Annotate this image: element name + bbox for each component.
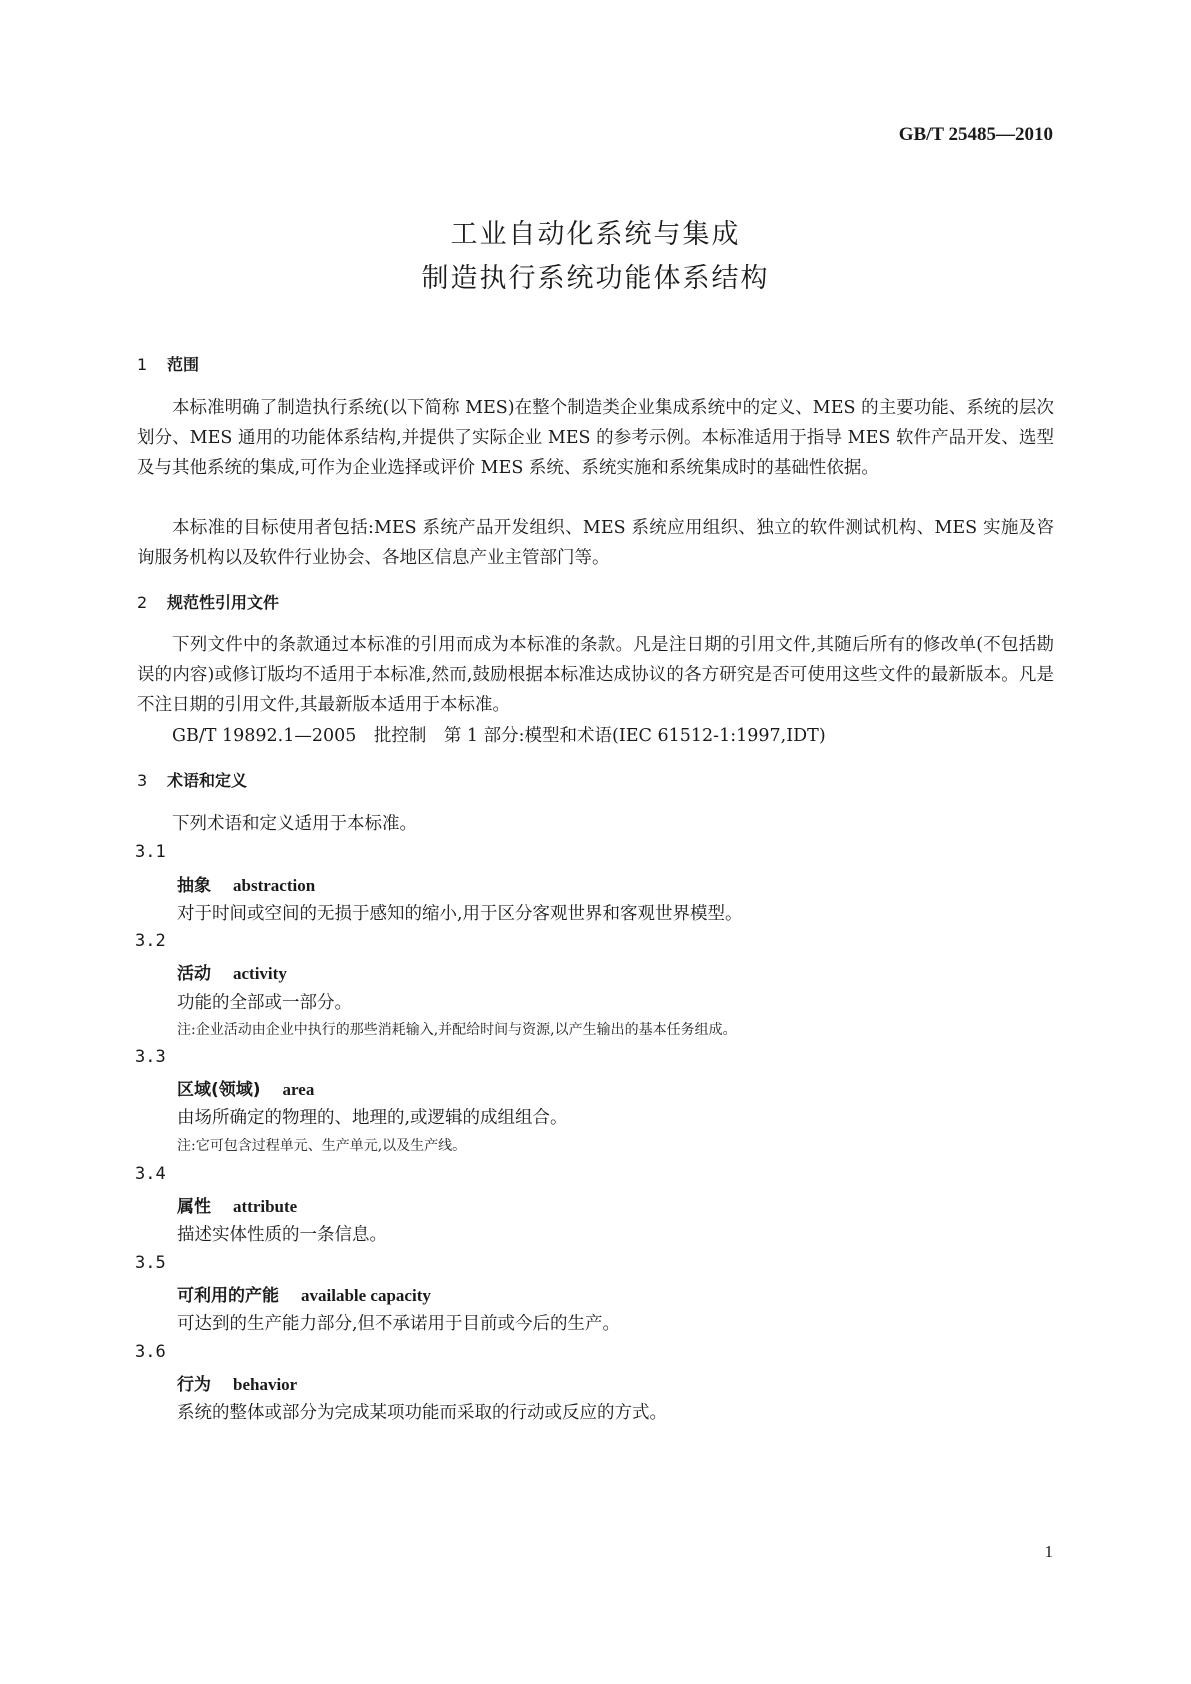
section-1-heading (137, 352, 199, 375)
section-title: 范围 (167, 355, 200, 374)
term-heading (177, 1370, 297, 1395)
term-heading (177, 1281, 431, 1306)
term-chinese: 区域(领域) (177, 1080, 261, 1100)
term-heading (177, 1192, 297, 1217)
term-definition: 描述实体性质的一条信息。 (177, 1225, 387, 1245)
term-english: activity (233, 964, 287, 983)
term-definition: 功能的全部或一部分。 (177, 993, 352, 1013)
clause-number: 3.5 (135, 1253, 166, 1273)
term-english: behavior (233, 1375, 298, 1394)
term-chinese: 属性 (177, 1197, 211, 1217)
term-heading (177, 1075, 314, 1100)
term-definition: 系统的整体或部分为完成某项功能而采取的行动或反应的方式。 (177, 1403, 667, 1423)
section-title: 规范性引用文件 (167, 593, 280, 612)
term-note: 注:它可包含过程单元、生产单元,以及生产线。 (177, 1138, 467, 1154)
terms-intro: 下列术语和定义适用于本标准。 (172, 814, 417, 834)
document-title-line1: 工业自动化系统与集成 (450, 219, 741, 250)
section-number: 2 (137, 593, 148, 612)
standard-code: GB/T 25485—2010 (898, 124, 1053, 145)
term-definition: 可达到的生产能力部分,但不承诺用于目前或今后的生产。 (177, 1314, 621, 1334)
scope-paragraph-2: 本标准的目标使用者包括:MES 系统产品开发组织、MES 系统应用组织、独立的软件测试机构、MES 实施及咨询服务机构以及软件行业协会、各地区信息产业主管部门等。 (137, 518, 1054, 568)
term-definition: 对于时间或空间的无损于感知的缩小,用于区分客观世界和客观世界模型。 (177, 904, 743, 924)
term-english: abstraction (233, 876, 316, 895)
term-english: attribute (233, 1197, 298, 1216)
term-chinese: 活动 (177, 964, 211, 984)
clause-number: 3.4 (135, 1164, 166, 1184)
section-3-heading (137, 768, 247, 791)
page-number: 1 (1044, 1542, 1053, 1561)
term-chinese: 抽象 (177, 876, 211, 896)
term-heading (177, 871, 315, 896)
normative-references-paragraph: 下列文件中的条款通过本标准的引用而成为本标准的条款。凡是注日期的引用文件,其随后所有的修改单(不包括勘误的内容)或修订版均不适用于本标准,然而,鼓励根据本标准达成协议的各方研究是否可使用这些文件的最新版本。凡是不注日期的引用文件,其最新版本适用于本标准。 (137, 635, 1054, 715)
section-number: 1 (137, 355, 148, 374)
term-english: available capacity (301, 1286, 431, 1305)
term-chinese: 行为 (177, 1375, 211, 1395)
section-title: 术语和定义 (167, 771, 248, 790)
clause-number: 3.6 (135, 1342, 166, 1362)
reference-entry: GB/T 19892.1—2005 批控制 第 1 部分:模型和术语(IEC 61512-1:1997,IDT) (172, 726, 826, 746)
clause-number: 3.3 (135, 1047, 166, 1067)
term-definition: 由场所确定的物理的、地理的,或逻辑的成组组合。 (177, 1108, 568, 1128)
term-chinese: 可利用的产能 (177, 1286, 279, 1306)
section-2-heading (137, 590, 279, 613)
section-number: 3 (137, 771, 148, 790)
term-english: area (282, 1080, 315, 1099)
document-title-line2: 制造执行系统功能体系结构 (421, 263, 770, 294)
clause-number: 3.1 (135, 842, 166, 862)
scope-paragraph-1: 本标准明确了制造执行系统(以下简称 MES)在整个制造类企业集成系统中的定义、MES 的主要功能、系统的层次划分、MES 通用的功能体系结构,并提供了实际企业 MES 的参考示例。本标准适用于指导 MES 软件产品开发、选型及与其他系统的集成,可作为企业选择或评价 MES 系统、系统实施和系统集成时的基础性依据。 (137, 398, 1054, 478)
clause-number: 3.2 (135, 931, 166, 951)
term-heading (177, 959, 287, 984)
term-note: 注:企业活动由企业中执行的那些消耗输入,并配给时间与资源,以产生输出的基本任务组成。 (177, 1022, 737, 1038)
